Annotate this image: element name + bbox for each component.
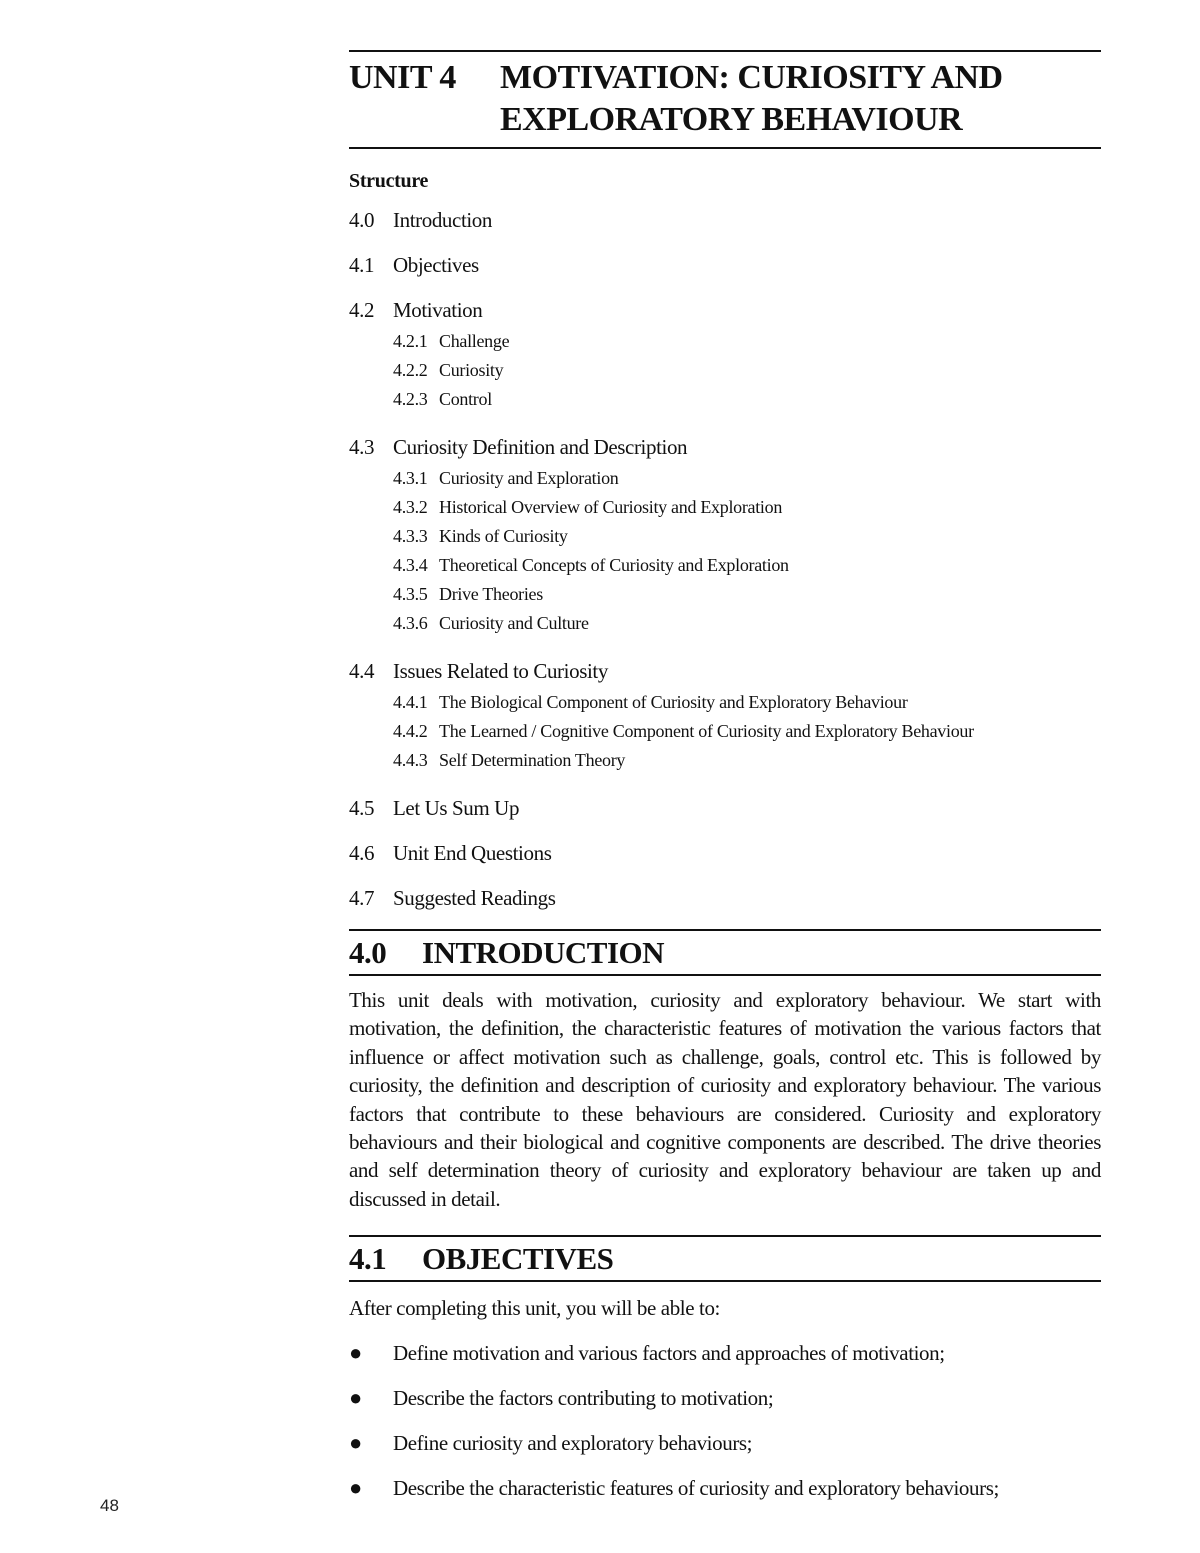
toc-subitem-number: 4.2.1	[393, 331, 428, 351]
toc-subitem-label: Challenge	[439, 331, 510, 351]
objective-item	[349, 1339, 1101, 1367]
objective-text: Describe the factors contributing to motivation;	[393, 1386, 774, 1411]
toc-subitem	[349, 551, 1101, 580]
toc-subitem-label: Kinds of Curiosity	[439, 526, 568, 546]
toc-subitem-number: 4.3.3	[393, 526, 428, 546]
introduction-number: 4.0	[349, 935, 387, 970]
unit-title-line-1: MOTIVATION: CURIOSITY AND	[500, 59, 1003, 96]
toc-item	[349, 435, 1101, 459]
toc-subitem-number: 4.4.1	[393, 692, 428, 712]
objective-item	[349, 1384, 1101, 1412]
toc-item-number: 4.7	[349, 886, 375, 910]
toc-sublist	[349, 688, 1101, 775]
toc-item-label: Issues Related to Curiosity	[393, 659, 608, 683]
toc-subitem	[349, 493, 1101, 522]
table-of-contents	[349, 208, 1101, 910]
toc-item-number: 4.4	[349, 659, 375, 683]
objectives-title: OBJECTIVES	[422, 1241, 614, 1277]
bullet-icon: ●	[349, 1340, 362, 1366]
objectives-list	[349, 1339, 1101, 1502]
toc-subitem	[349, 522, 1101, 551]
objectives-number: 4.1	[349, 1241, 387, 1277]
toc-item-number: 4.2	[349, 298, 375, 322]
toc-subitem	[349, 746, 1101, 775]
toc-subitem-number: 4.3.2	[393, 497, 428, 517]
objective-text: Define curiosity and exploratory behaviours;	[393, 1431, 753, 1456]
toc-item	[349, 796, 1101, 820]
toc-item-label: Let Us Sum Up	[393, 796, 520, 820]
toc-item-label: Suggested Readings	[393, 886, 556, 910]
toc-subitem-number: 4.4.3	[393, 750, 428, 770]
objectives-bottom-rule	[349, 1280, 1101, 1282]
toc-subitem	[349, 717, 1101, 746]
objective-item	[349, 1429, 1101, 1457]
page-number: 48	[100, 1496, 119, 1515]
toc-subitem-label: Theoretical Concepts of Curiosity and Exploration	[439, 555, 789, 575]
introduction-heading	[349, 931, 1101, 974]
toc-subitem-number: 4.2.2	[393, 360, 428, 380]
toc-item-number: 4.5	[349, 796, 375, 820]
toc-subitem-label: Curiosity and Culture	[439, 613, 589, 633]
unit-heading	[349, 52, 1101, 147]
toc-subitem	[349, 580, 1101, 609]
toc-item	[349, 298, 1101, 322]
toc-subitem	[349, 464, 1101, 493]
introduction-section	[349, 929, 1101, 1213]
toc-item-label: Objectives	[393, 253, 479, 277]
toc-subitem	[349, 609, 1101, 638]
toc-subitem-label: Self Determination Theory	[439, 750, 626, 770]
unit-title-line-2: EXPLORATORY BEHAVIOUR	[500, 101, 963, 138]
objective-text: Define motivation and various factors and approaches of motivation;	[393, 1341, 945, 1366]
toc-item	[349, 253, 1101, 277]
introduction-bottom-rule	[349, 974, 1101, 976]
toc-subitem-number: 4.3.4	[393, 555, 428, 575]
toc-item	[349, 841, 1101, 865]
toc-subitem-label: Curiosity and Exploration	[439, 468, 619, 488]
structure-label: Structure	[349, 170, 429, 192]
objectives-section	[349, 1235, 1101, 1502]
title-bottom-rule	[349, 147, 1101, 149]
toc-item-number: 4.1	[349, 253, 375, 277]
toc-subitem-label: Control	[439, 389, 492, 409]
toc-subitem-label: The Biological Component of Curiosity and Exploratory Behaviour	[439, 692, 908, 712]
toc-subitem-number: 4.2.3	[393, 389, 428, 409]
toc-subitem	[349, 327, 1101, 356]
toc-subitem	[349, 688, 1101, 717]
page-content	[349, 50, 1101, 1502]
toc-subitem-label: Curiosity	[439, 360, 504, 380]
toc-item	[349, 208, 1101, 232]
toc-subitem-label: Drive Theories	[439, 584, 543, 604]
toc-item	[349, 886, 1101, 910]
toc-subitem-label: Historical Overview of Curiosity and Exploration	[439, 497, 783, 517]
objective-item	[349, 1474, 1101, 1502]
bullet-icon: ●	[349, 1385, 362, 1411]
toc-item-number: 4.0	[349, 208, 375, 232]
toc-item	[349, 659, 1101, 683]
toc-subitem-number: 4.3.5	[393, 584, 428, 604]
toc-subitem-number: 4.4.2	[393, 721, 428, 741]
bullet-icon: ●	[349, 1475, 362, 1501]
toc-sublist	[349, 464, 1101, 638]
unit-number: UNIT 4	[349, 59, 456, 96]
toc-subitem	[349, 356, 1101, 385]
toc-item-label: Motivation	[393, 298, 483, 322]
introduction-paragraph: This unit deals with motivation, curiosity and exploratory behaviour. We start with motivation, the definition, the characteristic features of motivation the various factors that influence or affect motivation such as challenge, goals, control etc. This is followed by curiosity, the definition and description of curiosity and exploratory behaviour. The various factors that contribute to these behaviours are considered. Curiosity and exploratory behaviours and their biological and cognitive components are described. The drive theories and self determination theory of curiosity and exploratory behaviour are taken up and discussed in detail.	[349, 988, 1101, 1211]
toc-item-number: 4.3	[349, 435, 375, 459]
unit-title	[500, 57, 1101, 141]
toc-item-label: Curiosity Definition and Description	[393, 435, 688, 459]
objectives-lead: After completing this unit, you will be able to:	[349, 1296, 720, 1321]
toc-item-label: Introduction	[393, 208, 493, 232]
objective-text: Describe the characteristic features of curiosity and exploratory behaviours;	[393, 1476, 999, 1501]
bullet-icon: ●	[349, 1430, 362, 1456]
toc-subitem-number: 4.3.6	[393, 613, 428, 633]
objectives-heading	[349, 1237, 1101, 1280]
toc-subitem-label: The Learned / Cognitive Component of Curiosity and Exploratory Behaviour	[439, 721, 974, 741]
toc-item-label: Unit End Questions	[393, 841, 552, 865]
toc-sublist	[349, 327, 1101, 414]
introduction-title: INTRODUCTION	[422, 935, 665, 970]
toc-item-number: 4.6	[349, 841, 375, 865]
toc-subitem	[349, 385, 1101, 414]
toc-subitem-number: 4.3.1	[393, 468, 428, 488]
